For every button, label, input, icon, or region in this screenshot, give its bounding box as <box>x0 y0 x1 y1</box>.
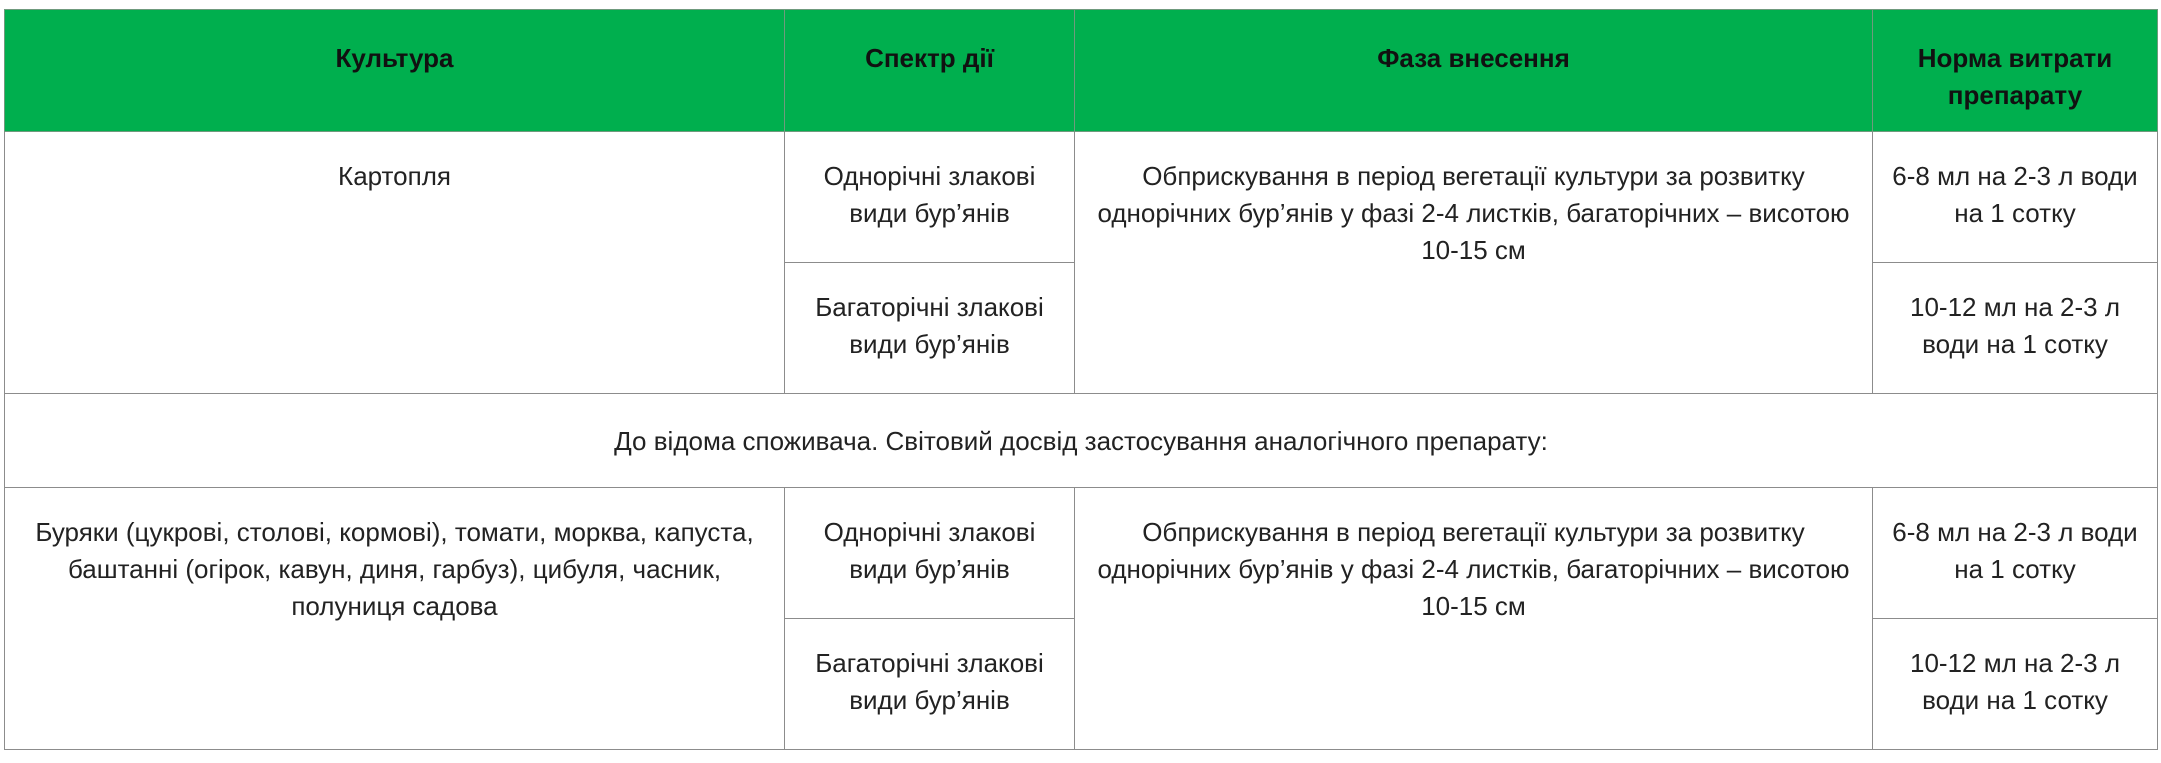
phase-cell: Обприскування в період вегетації культури за розвитку однорічних бур’янів у фазі 2-4 листків, багаторічних – висотою 10-15 см <box>1075 488 1873 750</box>
rate-cell: 10-12 мл на 2-3 л води на 1 сотку <box>1873 619 2158 750</box>
rate-cell: 6-8 мл на 2-3 л води на 1 сотку <box>1873 132 2158 263</box>
phase-cell: Обприскування в період вегетації культури за розвитку однорічних бур’янів у фазі 2-4 листків, багаторічних – висотою 10-15 см <box>1075 132 1873 394</box>
header-rate: Норма витрати препарату <box>1873 10 2158 132</box>
table-body <box>5 132 2158 750</box>
spectrum-cell: Однорічні злакові види бур’янів <box>785 488 1075 619</box>
table-header <box>5 10 2158 132</box>
spectrum-cell: Однорічні злакові види бур’янів <box>785 132 1075 263</box>
consumer-note-row <box>5 394 2158 488</box>
rate-cell: 6-8 мл на 2-3 л води на 1 сотку <box>1873 488 2158 619</box>
application-rates-table <box>4 9 2158 750</box>
table-row <box>5 488 2158 619</box>
header-row <box>5 10 2158 132</box>
table-row <box>5 132 2158 263</box>
application-table-container <box>4 9 2157 750</box>
header-spectrum: Спектр дії <box>785 10 1075 132</box>
culture-cell: Буряки (цукрові, столові, кормові), томати, морква, капуста, баштанні (огірок, кавун, диня, гарбуз), цибуля, часник, полуниця садова <box>5 488 785 750</box>
spectrum-cell: Багаторічні злакові види бур’янів <box>785 619 1075 750</box>
rate-cell: 10-12 мл на 2-3 л води на 1 сотку <box>1873 263 2158 394</box>
consumer-note: До відома споживача. Світовий досвід застосування аналогічного препарату: <box>5 394 2158 488</box>
header-phase: Фаза внесення <box>1075 10 1873 132</box>
header-culture: Культура <box>5 10 785 132</box>
spectrum-cell: Багаторічні злакові види бур’янів <box>785 263 1075 394</box>
culture-cell: Картопля <box>5 132 785 394</box>
